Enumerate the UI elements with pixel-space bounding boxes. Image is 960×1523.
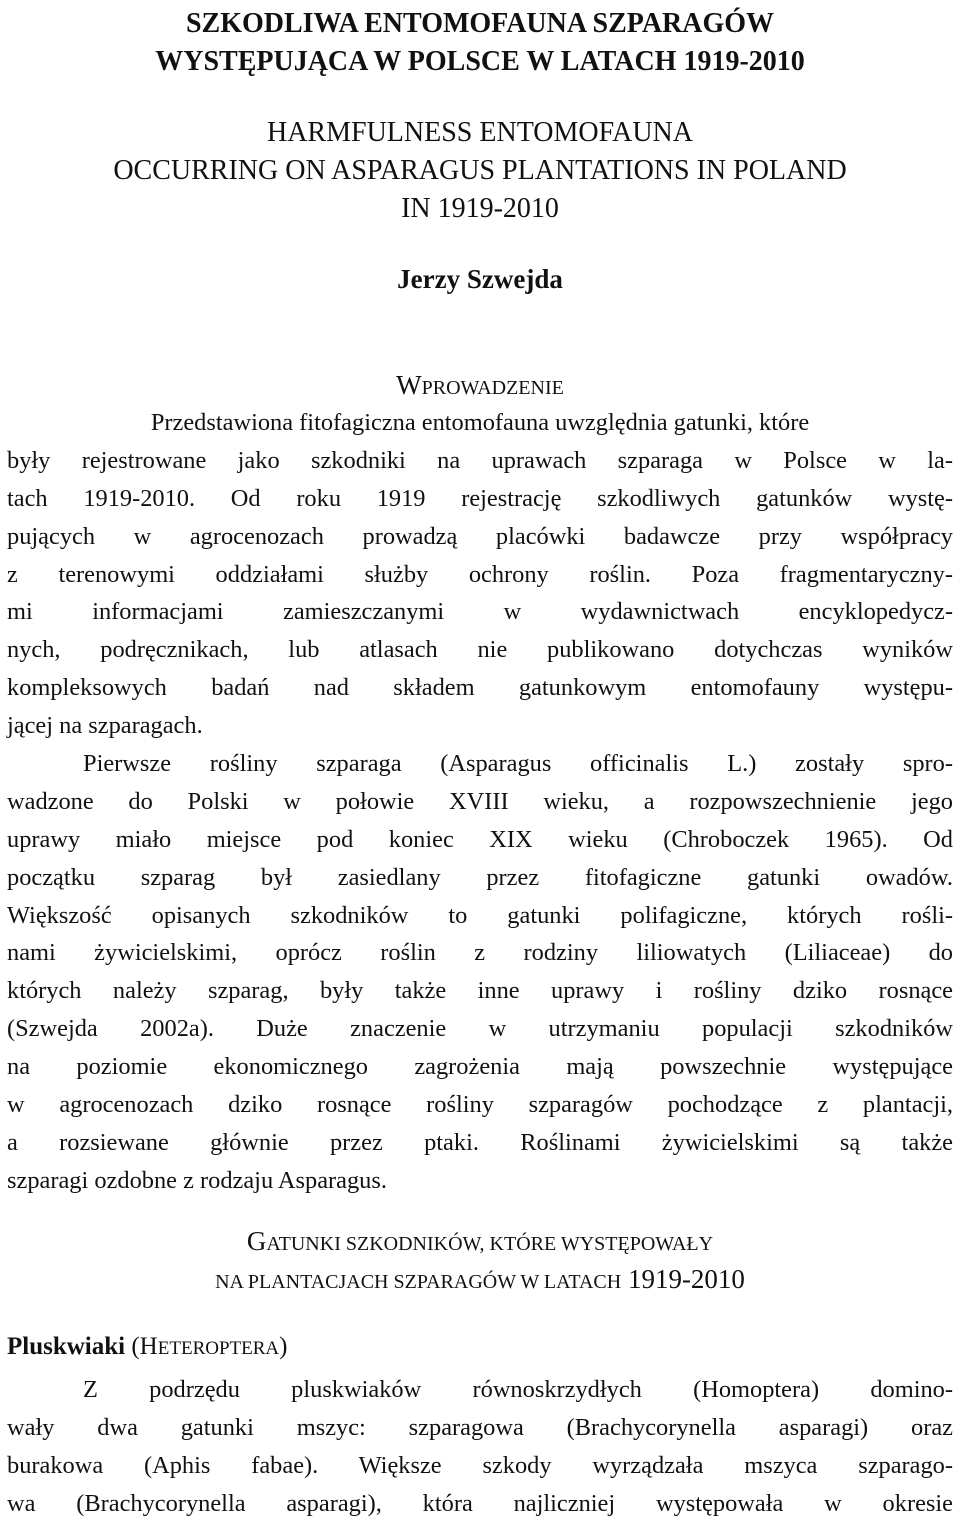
text-line: nami żywicielskimi, oprócz roślin z rodziny liliowatych (Liliaceae) do xyxy=(7,939,953,967)
text-line: z terenowymi oddziałami służby ochrony roślin. Poza fragmentaryczny- xyxy=(7,560,953,588)
paper-subtitle-line-2: OCCURRING ON ASPARAGUS PLANTATIONS IN POLAND xyxy=(113,155,847,186)
section-heading-introduction-initial: W xyxy=(396,370,422,400)
section-heading-pest-species-line-2 xyxy=(0,1260,960,1301)
section-heading-introduction xyxy=(0,366,960,407)
text-line: (Szwejda 2002a). Duże znaczenie w utrzymaniu populacji szkodników xyxy=(7,1015,953,1043)
paper-title-line-1: SZKODLIWA ENTOMOFAUNA SZPARAGÓW xyxy=(185,8,775,39)
paper-title-line-2: WYSTĘPUJĄCA W POLSCE W LATACH 1919-2010 xyxy=(155,46,805,77)
text-line: początku szparag był zasiedlany przez fitofagiczne gatunki owadów. xyxy=(7,863,953,891)
section-heading-pest-species-rest: ATUNKI SZKODNIKÓW, KTÓRE WYSTĘPOWAŁY xyxy=(266,1233,714,1255)
text-line: wadzone do Polski w połowie XVIII wieku, a rozpowszechnienie jego xyxy=(7,787,953,815)
text-line: burakowa (Aphis fabae). Większe szkody wyrządzała mszyca szparago- xyxy=(7,1451,953,1479)
introduction-body xyxy=(7,404,953,1200)
text-line: uprawy miało miejsce pod koniec XIX wieku (Chroboczek 1965). Od xyxy=(7,825,953,853)
text-line: mi informacjami zamieszczanymi w wydawnictwach encyklopedycz- xyxy=(7,598,953,626)
subsection-heading-heteroptera xyxy=(7,1333,287,1361)
text-line: Pierwsze rośliny szparaga (Asparagus officinalis L.) zostały spro- xyxy=(83,750,953,778)
section-heading-pest-species-text: NA PLANTACJACH SZPARAGÓW W LATACH xyxy=(215,1271,622,1293)
subsection-heading-paren-close: ) xyxy=(279,1333,288,1360)
subsection-heading-bold: Pluskwiaki xyxy=(7,1333,126,1360)
text-line: na poziomie ekonomicznego zagrożenia mają powszechnie występujące xyxy=(7,1053,953,1081)
paper-subtitle xyxy=(0,114,960,228)
text-line: których należy szparag, były także inne uprawy i rośliny dziko rosnące xyxy=(7,977,953,1005)
text-line: w agrocenozach dziko rosnące rośliny szparagów pochodzące z plantacji, xyxy=(7,1091,953,1119)
text-line: były rejestrowane jako szkodniki na uprawach szparaga w Polsce w la- xyxy=(7,446,953,474)
subsection-heading-paren-open: (H xyxy=(125,1333,158,1360)
section-heading-pest-species-years: 1919-2010 xyxy=(627,1264,745,1294)
paper-title xyxy=(0,5,960,81)
section-heading-pest-species-initial: G xyxy=(246,1226,267,1256)
text-line: nych, podręcznikach, lub atlasach nie publikowano dotychczas wyników xyxy=(7,636,953,664)
text-line: szparagi ozdobne z rodzaju Asparagus. xyxy=(7,1166,387,1194)
text-line: Większość opisanych szkodników to gatunki polifagiczne, których rośli- xyxy=(7,901,953,929)
subsection-heading-smallcaps: ETEROPTERA xyxy=(157,1338,280,1359)
text-line: a rozsiewane głównie przez ptaki. Roślinami żywicielskimi są także xyxy=(7,1128,953,1156)
text-line: tach 1919-2010. Od roku 1919 rejestrację szkodliwych gatunków wystę- xyxy=(7,484,953,512)
text-line: wały dwa gatunki mszyc: szparagowa (Brachycorynella asparagi) oraz xyxy=(7,1413,953,1441)
text-line: wa (Brachycorynella asparagi), która najliczniej występowała w okresie xyxy=(7,1489,953,1517)
paper-subtitle-line-3: IN 1919-2010 xyxy=(401,193,559,224)
text-line: Przedstawiona fitofagiczna entomofauna uwzględnia gatunki, które xyxy=(150,409,810,436)
section-heading-pest-species-line-1 xyxy=(0,1222,960,1263)
paper-subtitle-line-1: HARMFULNESS ENTOMOFAUNA xyxy=(266,117,693,148)
heteroptera-body xyxy=(7,1371,953,1523)
section-heading-introduction-rest: PROWADZENIE xyxy=(421,377,564,399)
text-line: kompleksowych badań nad składem gatunkowym entomofauny występu- xyxy=(7,674,953,702)
text-line: Z podrzędu pluskwiaków równoskrzydłych (Homoptera) domino- xyxy=(83,1376,953,1403)
author-name: Jerzy Szwejda xyxy=(397,264,563,294)
text-line: jącej na szparagach. xyxy=(7,712,203,740)
text-line: pujących w agrocenozach prowadzą placówki badawcze przy współpracy xyxy=(7,522,953,550)
